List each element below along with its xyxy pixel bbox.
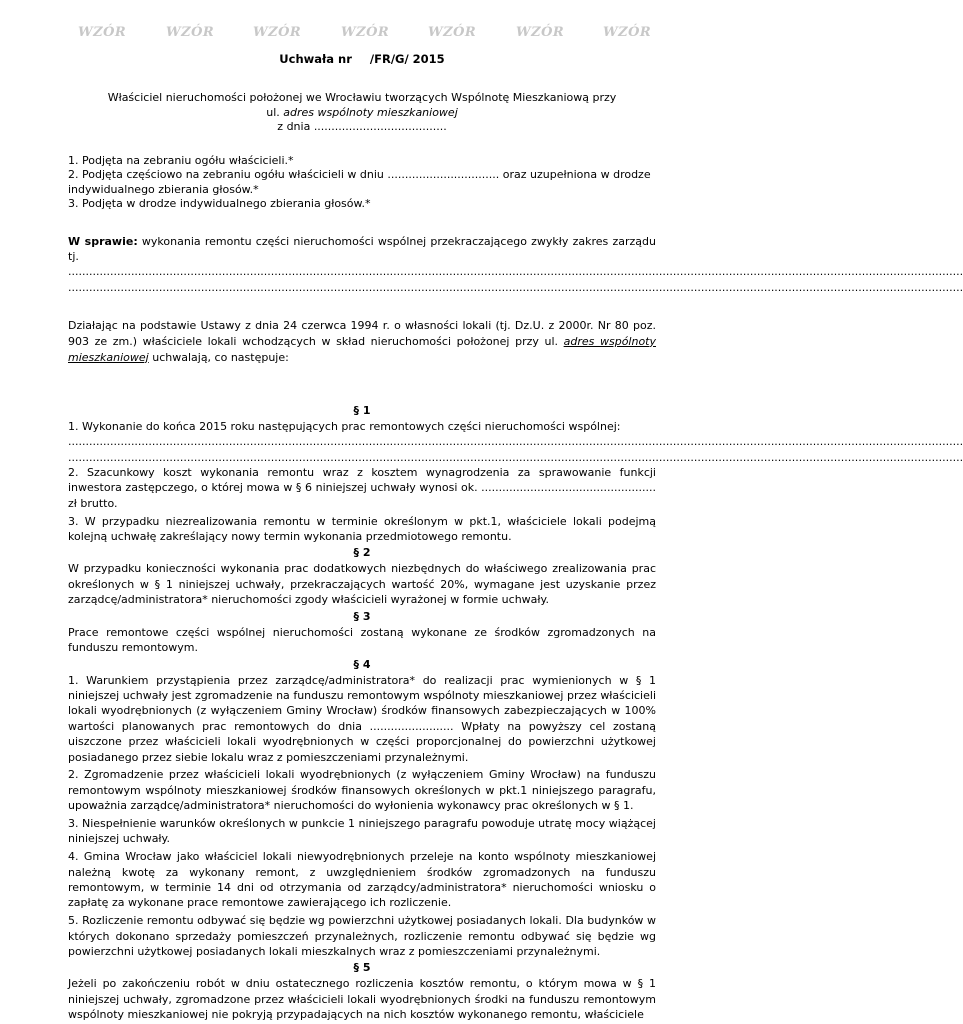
section-heading: § 3 <box>353 609 371 623</box>
intro-address-placeholder: adres wspólnoty mieszkaniowej <box>283 105 458 119</box>
watermark <box>0 25 724 45</box>
section-paragraph: Prace remontowe części wspólnej nieruchomości zostaną wykonane ze środków zgromadzonych na funduszu remontowym. <box>68 625 656 655</box>
subject-label: W sprawie: <box>68 234 138 248</box>
subject-block <box>68 234 963 295</box>
legal-basis <box>68 318 656 366</box>
watermark-text: WZÓR <box>78 25 127 40</box>
intro-address-line <box>68 106 656 120</box>
legal-basis-text: Działając na podstawie Ustawy z dnia 24 czerwca 1994 r. o własności lokali (tj. Dz.U. z 2000r. Nr 80 poz. 903 ze zm.) właściciele lokali wchodzących w skład nieruchomości położonej przy ul. <box>68 318 656 348</box>
section-paragraph: 4. Gmina Wrocław jako właściciel lokali niewyodrębnionych przeleje na konto wspólnoty mieszkaniowej należną kwotę za wykonany remont, z uwzględnieniem środków zgromadzonych na funduszu remontowym, w terminie 14 dni od otrzymania od zarządcy/administratora* nieruchomości wniosku o zapłatę za wykonane prace remontowe zawierającego ich rozliczenie. <box>68 850 656 910</box>
watermark-text: WZÓR <box>166 25 215 40</box>
subject-line <box>68 234 656 265</box>
section-heading: § 1 <box>353 403 371 417</box>
document-body <box>68 52 963 1023</box>
intro-line: Właściciel nieruchomości położonej we Wrocławiu tworzących Wspólnotę Mieszkaniową przy <box>107 91 617 105</box>
legal-basis-address: adres wspólnoty <box>563 334 657 348</box>
section-paragraph: 3. Niespełnienie warunków określonych w punkcie 1 niniejszego paragrafu powoduje utratę mocy wiążącej niniejszej uchwały. <box>68 816 656 846</box>
watermark-text: WZÓR <box>428 25 477 40</box>
fill-line: ................................................................................................................................................................................................................................................................ <box>68 450 963 464</box>
legal-basis-tail: uchwalają, co następuje: <box>148 350 289 364</box>
watermark-text: WZÓR <box>341 25 390 40</box>
section-heading: § 5 <box>353 961 371 975</box>
intro-block <box>68 91 656 134</box>
legal-basis-address: mieszkaniowej <box>68 350 149 364</box>
section-paragraph: 3. W przypadku niezrealizowania remontu w terminie określonym w pkt.1, właściciele lokali podejmą kolejną uchwałę zakreślający nowy termin wykonania przedmiotowego remontu. <box>68 514 656 544</box>
intro-street-prefix: ul. <box>266 105 280 119</box>
section-paragraph: 5. Rozliczenie remontu odbywać się będzie wg powierzchni użytkowej posiadanych lokali. Dla budynków w których dokonano sprzedaży pomieszczeń przynależnych, rozliczenie remontu odbywać się będzie wg powierzchni użytkowej posiadanych lokali mieszkalnych wraz z pomieszczeniami przynależnymi. <box>68 914 656 958</box>
section-paragraph: 2. Zgromadzenie przez właścicieli lokali wyodrębnionych (z wyłączeniem Gminy Wrocław) na funduszu remontowym wspólnoty mieszkaniowej środków finansowych określonych w pkt.1 niniejszego paragrafu, upoważnia zarządcę/administratora* nieruchomości do wyłonienia wykonawcy prac określonych w § 1. <box>68 768 656 813</box>
option-item: 3. Podjęta w drodze indywidualnego zbierania głosów.* <box>68 197 371 211</box>
section-paragraph: 1. Wykonanie do końca 2015 roku następujących prac remontowych części nieruchomości wspólnej: <box>68 419 621 433</box>
intro-date-line: z dnia ...................................... <box>277 119 447 133</box>
section-heading: § 4 <box>353 657 371 671</box>
subject-fill-line: ................................................................................................................................................................................................................................................................ <box>68 265 963 279</box>
option-item: 1. Podjęta na zebraniu ogółu właścicieli.* <box>68 154 294 168</box>
section-paragraph: 1. Warunkiem przystąpienia przez zarządcę/administratora* do realizacji prac wymienionych w § 1 niniejszej uchwały jest zgromadzenie na funduszu remontowym wspólnoty mieszkaniowej przez właścicieli lokali wyodrębnionych (z wyłączeniem Gminy Wrocław) środków finansowych zabezpieczających w 100% wartości planowanych prac remontowych do dnia ........................ Wpłaty na powyższy cel zostaną uiszczone przez właścicieli lokali wyodrębnionych w części proporcjonalnej do powierzchni użytkowej posiadanego przez siebie lokalu wraz z pomieszczeniami przynależnymi. <box>68 673 656 764</box>
title-part-code: /FR/G/ 2015 <box>369 52 445 66</box>
option-item: indywidualnego zbierania głosów.* <box>68 182 259 196</box>
adoption-options <box>68 154 656 212</box>
subject-text: wykonania remontu części nieruchomości wspólnej przekraczającego zwykły zakres zarządu tj. <box>68 234 656 263</box>
section-heading: § 2 <box>353 546 371 560</box>
page-title <box>68 52 656 67</box>
section-paragraph: Jeżeli po zakończeniu robót w dniu ostatecznego rozliczenia kosztów remontu, o którym mowa w § 1 niniejszej uchwały, zgromadzone przez właścicieli lokali wyodrębnionych środki na funduszu remontowym wspólnoty mieszkaniowej nie pokryją przypadających na nich kosztów wykonanego remontu, właściciele <box>68 977 656 1022</box>
section-paragraph: W przypadku konieczności wykonania prac dodatkowych niezbędnych do właściwego zrealizowania prac określonych w § 1 niniejszej uchwały, przekraczających wartość 20%, wymagane jest uzyskanie przez zarządcę/administratora* nieruchomości zgody właścicieli wyrażonej w formie uchwały. <box>68 562 656 607</box>
fill-line: ................................................................................................................................................................................................................................................................ <box>68 435 963 449</box>
option-item: 2. Podjęta częściowo na zebraniu ogółu właścicieli w dniu ................................ oraz uzupełniona w drodze <box>68 168 651 182</box>
subject-fill-line: ................................................................................................................................................................................................................................................................ <box>68 280 963 294</box>
title-part-number: Uchwała nr <box>279 52 352 66</box>
watermark-text: WZÓR <box>603 25 652 40</box>
section-paragraph: 2. Szacunkowy koszt wykonania remontu wraz z kosztem wynagrodzenia za sprawowanie funkcji inwestora zastępczego, o której mowa w § 6 niniejszej uchwały wynosi ok. .................................................. zł brutto. <box>68 466 656 510</box>
watermark-text: WZÓR <box>516 25 565 40</box>
watermark-text: WZÓR <box>253 25 302 40</box>
